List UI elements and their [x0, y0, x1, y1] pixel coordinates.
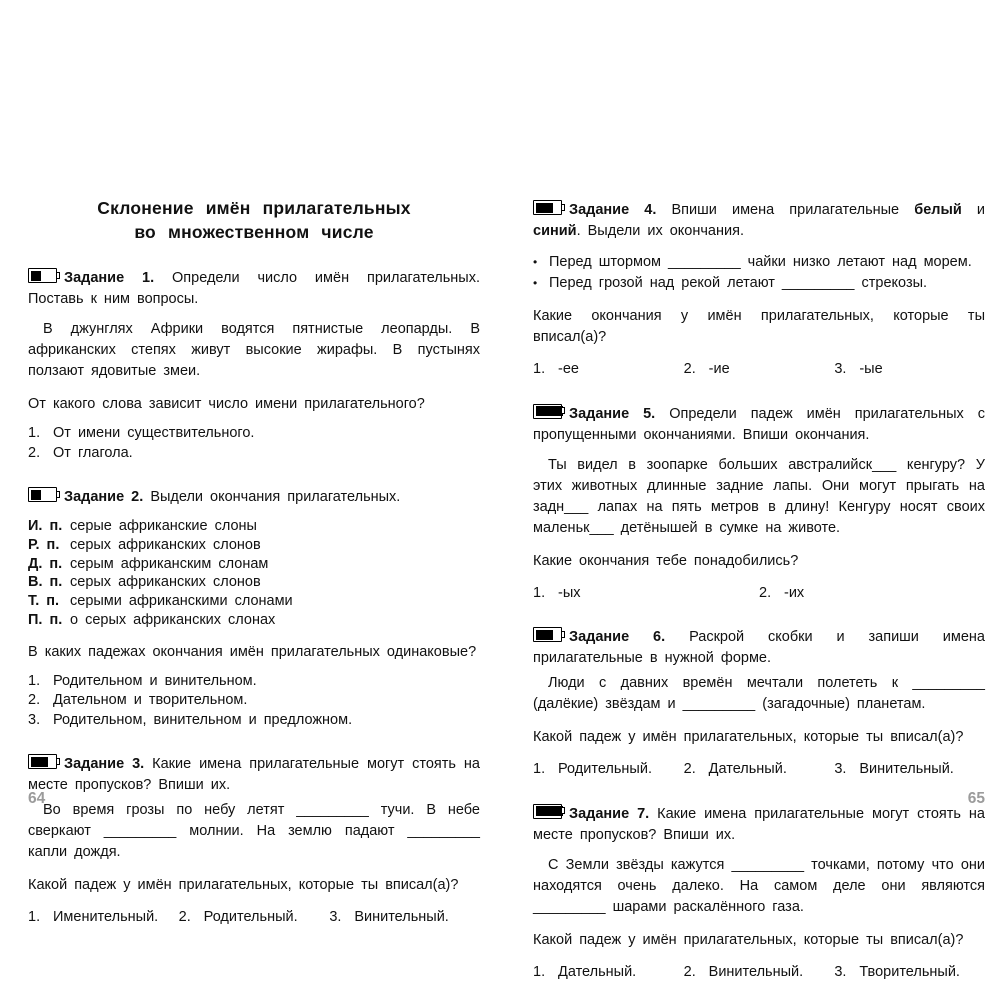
option-text: -их [784, 584, 805, 601]
option-item [684, 760, 835, 780]
option-item [329, 908, 480, 928]
task-label: Задание 1. [64, 270, 155, 286]
option-text: Винительный. [859, 761, 954, 777]
case-label: Т. п. [28, 593, 60, 610]
task-label: Задание 3. [64, 756, 145, 773]
task-section-3 [28, 754, 480, 928]
case-phrase: серыми африканскими слонами [70, 593, 293, 610]
task-heading-text: Впиши имена прилагательные [671, 202, 915, 218]
task-heading [28, 754, 480, 796]
option-number: 2. [178, 909, 191, 926]
option-number: 3. [834, 963, 847, 980]
option-item [533, 584, 759, 604]
bullet-icon: • [533, 255, 538, 269]
battery-icon [28, 487, 57, 502]
case-label: Р. п. [28, 536, 60, 553]
option-text: Родительном и винительном. [53, 672, 257, 689]
case-phrase: о серых африканских слонах [70, 611, 276, 628]
battery-icon [28, 268, 57, 283]
option-number: 3. [834, 361, 847, 377]
option-text: -ые [859, 361, 883, 377]
option-number: 3. [329, 909, 342, 926]
option-item [28, 672, 480, 692]
task-question: Какие окончания тебе понадобились? [533, 552, 799, 569]
bullet-list [533, 252, 985, 294]
task-heading-text: . Выдели их окончания. [576, 223, 744, 239]
options-list [28, 424, 480, 463]
case-label: В. п. [28, 574, 63, 591]
task-heading [28, 268, 480, 310]
bullet-item [533, 252, 985, 273]
option-number: 2. [683, 361, 696, 377]
task-label: Задание 6. [569, 629, 666, 645]
left-page-column [28, 196, 480, 928]
case-declension-table [28, 517, 480, 630]
option-text: -ых [558, 584, 581, 601]
option-number: 1. [533, 584, 546, 601]
option-item [834, 760, 985, 780]
task-paragraph: С Земли звёзды кажутся _________ точками, потому что они находятся очень далеко. На самом деле они являются _________ шарами раскалённого газа. [533, 856, 985, 915]
task-question: В каких падежах окончания имён прилагательных одинаковые? [28, 643, 477, 660]
option-item [684, 360, 835, 380]
bullet-item [533, 273, 985, 294]
page-number-left: 64 [28, 790, 46, 807]
option-text: Дательном и творительном. [53, 692, 248, 709]
options-row [533, 963, 985, 983]
case-label: П. п. [28, 611, 63, 628]
option-item [28, 444, 480, 464]
task-label: Задание 2. [64, 489, 144, 505]
task-heading-text: и [961, 202, 985, 218]
option-number: 1. [533, 761, 546, 777]
task-heading [533, 804, 985, 846]
task-heading [533, 200, 985, 242]
options-list [28, 672, 480, 731]
option-item [28, 691, 480, 711]
battery-icon [533, 200, 562, 215]
case-row [28, 611, 480, 630]
task-heading-text: Какие имена прилагательные могут стоять на месте пропусков? Впиши их. [533, 805, 985, 843]
case-row [28, 573, 480, 592]
right-page-column [533, 196, 985, 982]
task-paragraph: В джунглях Африки водятся пятнистые леопарды. В африканских степях живут высокие жирафы. В пустынях ползают ядовитые змеи. [28, 321, 480, 379]
option-number: 1. [533, 361, 546, 377]
option-text: Именительный. [53, 909, 159, 926]
task-question: Какой падеж у имён прилагательных, которые ты вписал(а)? [533, 729, 964, 745]
option-text: Родительный. [203, 909, 298, 926]
battery-icon [28, 754, 57, 769]
option-text: От глагола. [53, 444, 133, 461]
case-phrase: серым африканским слонам [70, 555, 269, 572]
page-number-right: 65 [967, 790, 985, 807]
option-text: Дательный. [558, 963, 637, 980]
battery-icon [533, 404, 562, 419]
option-number: 1. [533, 963, 546, 980]
case-row [28, 555, 480, 574]
option-number: 1. [28, 425, 41, 441]
option-text: Винительный. [708, 963, 804, 980]
option-text: Дательный. [708, 761, 787, 777]
battery-icon [533, 627, 562, 642]
case-row [28, 592, 480, 611]
case-phrase: серые африканские слоны [70, 518, 257, 534]
option-number: 1. [28, 672, 41, 689]
task-paragraph: Люди с давних времён мечтали полететь к _________ (далёкие) звёздам и _________ (загадочные) планетам. [533, 675, 985, 712]
task-question: Какой падеж у имён прилагательных, которые ты вписал(а)? [533, 931, 964, 948]
option-number: 2. [28, 692, 41, 709]
options-row [533, 760, 985, 780]
options-row [28, 908, 480, 928]
option-item [533, 963, 684, 983]
task-heading-text: Определи падеж имён прилагательных с пропущенными окончаниями. Впиши окончания. [533, 405, 985, 443]
options-row [533, 360, 985, 380]
option-number: 2. [683, 963, 696, 980]
option-number: 2. [28, 444, 41, 461]
task-section-5 [533, 404, 985, 604]
task-label: Задание 7. [569, 805, 650, 822]
task-heading-text: Определи число имён прилагательных. Поставь к ним вопросы. [28, 270, 481, 307]
options-row [533, 584, 985, 604]
task-question: От какого слова зависит число имени прилагательного? [28, 396, 425, 412]
task-heading-text: Раскрой скобки и запиши имена прилагательные в нужной форме. [533, 629, 986, 666]
option-number: 1. [28, 909, 41, 926]
case-row [28, 536, 480, 555]
case-phrase: серых африканских слонов [70, 574, 261, 591]
option-item [28, 711, 480, 731]
option-item [28, 908, 179, 928]
option-number: 2. [683, 761, 696, 777]
option-item [533, 760, 684, 780]
task-paragraph: Ты видел в зоопарке больших австралийск___ кенгуру? У этих животных длинные задние лапы. Они могут прыгать на задн___ лапах на пять метров в длину! Кенгуру носят своих маленьк___ детёнышей в сумке на животе. [533, 456, 985, 536]
option-item [179, 908, 330, 928]
task-section-1 [28, 268, 480, 463]
task-heading-bold-word: белый [914, 202, 962, 218]
option-text: Винительный. [354, 909, 449, 926]
option-item [759, 584, 985, 604]
bullet-icon: • [533, 276, 538, 290]
task-section-4 [533, 200, 985, 380]
option-text: Родительном, винительном и предложном. [53, 711, 353, 728]
task-label: Задание 4. [569, 202, 657, 218]
option-number: 3. [834, 761, 847, 777]
case-label: Д. п. [28, 555, 63, 572]
option-text: Родительный. [558, 761, 652, 777]
task-paragraph: Во время грозы по небу летят _________ тучи. В небе сверкают _________ молнии. На землю падают _________ капли дождя. [28, 802, 480, 861]
task-question: Какой падеж у имён прилагательных, которые ты вписал(а)? [28, 877, 459, 894]
case-row [28, 517, 480, 536]
title-line-1: Склонение имён прилагательных [97, 198, 411, 218]
bullet-text: Перед штормом _________ чайки низко летают над морем. [549, 254, 972, 270]
task-heading-text: Выдели окончания прилагательных. [150, 489, 401, 505]
task-heading [533, 404, 985, 446]
option-item [684, 963, 835, 983]
option-text: -ие [708, 361, 730, 377]
task-label: Задание 5. [569, 405, 656, 422]
option-text: Творительный. [859, 963, 960, 980]
task-heading-bold-word: синий [533, 223, 577, 239]
task-heading [533, 627, 985, 669]
title-line-2: во множественном числе [134, 222, 374, 242]
option-item [834, 360, 985, 380]
option-text: -ее [558, 361, 579, 377]
page-title [28, 196, 480, 244]
task-section-6 [533, 627, 985, 780]
option-item [834, 963, 985, 983]
task-section-2 [28, 487, 480, 730]
task-heading [28, 487, 480, 508]
option-number: 3. [28, 711, 41, 728]
option-text: От имени существительного. [53, 425, 255, 441]
task-question: Какие окончания у имён прилагательных, которые ты вписал(а)? [533, 308, 985, 345]
option-item [533, 360, 684, 380]
option-item [28, 424, 480, 444]
case-label: И. п. [28, 518, 63, 534]
task-section-7 [533, 804, 985, 983]
option-number: 2. [759, 584, 772, 601]
bullet-text: Перед грозой над рекой летают _________ стрекозы. [549, 275, 928, 291]
case-phrase: серых африканских слонов [70, 536, 261, 553]
task-heading-text: Какие имена прилагательные могут стоять на месте пропусков? Впиши их. [28, 756, 480, 794]
